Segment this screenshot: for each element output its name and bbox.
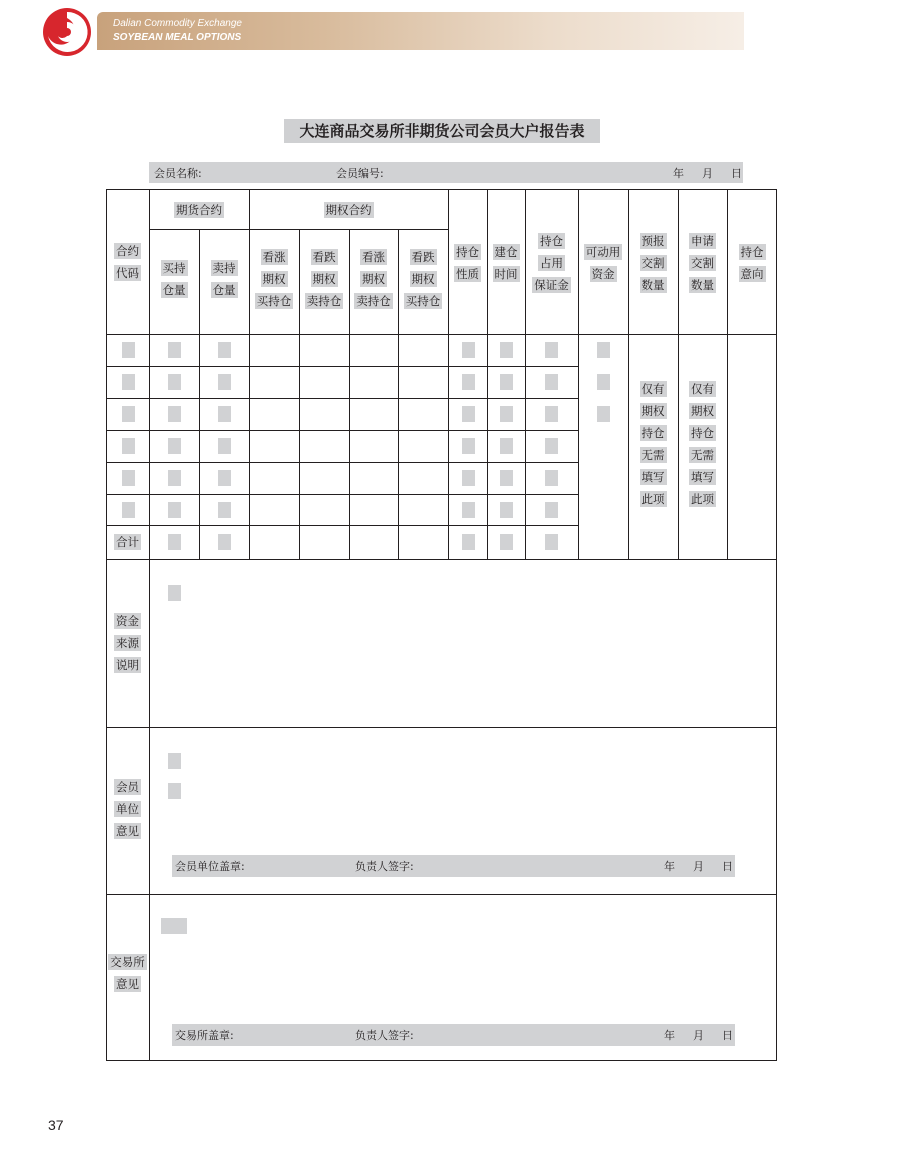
table-cell-field[interactable] — [168, 470, 181, 486]
member-seal-bar — [172, 855, 735, 877]
table-cell-field[interactable] — [462, 502, 475, 518]
table-cell-field[interactable] — [462, 406, 475, 422]
exchange-opinion-label: 交易所 意见 — [110, 955, 145, 991]
header-time: 建仓 时间 — [494, 245, 518, 281]
funds-source-field[interactable] — [168, 585, 181, 601]
table-cell-field[interactable] — [597, 406, 610, 422]
member-day: 日 — [722, 860, 733, 873]
exchange-year: 年 — [664, 1029, 675, 1042]
total-label: 合计 — [116, 535, 139, 549]
table-cell-field[interactable] — [545, 438, 558, 454]
table-cell-field[interactable] — [545, 502, 558, 518]
table-cell-field[interactable] — [122, 470, 135, 486]
table-cell-field[interactable] — [122, 502, 135, 518]
exchange-seal-label: 交易所盖章: — [175, 1029, 234, 1042]
exchange-seal-bar — [172, 1024, 735, 1046]
header-contract-code: 合约 代码 — [116, 244, 139, 280]
table-cell-field[interactable] — [168, 342, 181, 358]
table-cell-field[interactable] — [545, 374, 558, 390]
table-cell-field[interactable] — [122, 374, 135, 390]
member-name-label: 会员名称: — [154, 166, 202, 180]
exchange-month: 月 — [693, 1029, 704, 1042]
table-cell-field[interactable] — [462, 470, 475, 486]
exchange-opinion-field[interactable] — [161, 918, 187, 934]
table-cell-field[interactable] — [500, 534, 513, 550]
report-table — [106, 189, 777, 1061]
table-cell-field[interactable] — [218, 374, 231, 390]
header-forecast: 预报 交割 数量 — [641, 234, 665, 292]
table-cell-field[interactable] — [218, 342, 231, 358]
header-banner — [97, 12, 744, 50]
header-futures-group: 期货合约 — [176, 203, 222, 217]
table-cell-field[interactable] — [168, 406, 181, 422]
table-cell-field[interactable] — [168, 438, 181, 454]
table-cell-field[interactable] — [462, 342, 475, 358]
table-cell-field[interactable] — [500, 374, 513, 390]
member-month: 月 — [693, 860, 704, 873]
note-forecast: 仅有 期权 持仓 无需 填写 此项 — [641, 382, 665, 506]
page-title: 大连商品交易所非期货公司会员大户报告表 — [284, 119, 600, 143]
header-put-buy: 看跌 期权 买持仓 — [405, 250, 441, 308]
member-seal-label: 会员单位盖章: — [175, 860, 245, 873]
note-apply: 仅有 期权 持仓 无需 填写 此项 — [691, 382, 714, 506]
header-nature: 持仓 性质 — [456, 245, 479, 281]
table-cell-field[interactable] — [545, 342, 558, 358]
header-put-sell: 看跌 期权 卖持仓 — [306, 250, 342, 308]
table-cell-field[interactable] — [122, 406, 135, 422]
year-label: 年 — [673, 166, 684, 180]
day-label: 日 — [731, 166, 742, 180]
table-cell-field[interactable] — [597, 342, 610, 358]
month-label: 月 — [702, 166, 713, 180]
page-number: 37 — [48, 1117, 64, 1133]
table-cell-field[interactable] — [462, 534, 475, 550]
member-signer-label: 负责人签字: — [355, 860, 414, 873]
table-cell-field[interactable] — [218, 502, 231, 518]
header-apply: 申请 交割 数量 — [691, 234, 714, 292]
header-call-buy: 看涨 期权 买持仓 — [256, 250, 292, 308]
table-cell-field[interactable] — [500, 438, 513, 454]
table-cell-field[interactable] — [500, 406, 513, 422]
exchange-signer-label: 负责人签字: — [355, 1029, 414, 1042]
header-futures-sell: 卖持 仓量 — [212, 261, 236, 297]
table-cell-field[interactable] — [218, 534, 231, 550]
table-cell-field[interactable] — [500, 342, 513, 358]
table-cell-field[interactable] — [122, 438, 135, 454]
table-cell-field[interactable] — [500, 502, 513, 518]
member-year: 年 — [664, 860, 675, 873]
table-cell-field[interactable] — [218, 470, 231, 486]
table-cell-field[interactable] — [597, 374, 610, 390]
member-opinion-label: 会员 单位 意见 — [116, 780, 139, 838]
table-cell-field[interactable] — [545, 470, 558, 486]
dce-logo — [40, 6, 94, 58]
table-cell-field[interactable] — [168, 534, 181, 550]
header-call-sell: 看涨 期权 卖持仓 — [356, 250, 391, 308]
table-cell-field[interactable] — [462, 374, 475, 390]
table-cell-field[interactable] — [500, 470, 513, 486]
table-cell-field[interactable] — [218, 406, 231, 422]
member-no-label: 会员编号: — [336, 166, 384, 180]
table-cell-field[interactable] — [462, 438, 475, 454]
table-cell-field[interactable] — [545, 406, 558, 422]
member-opinion-field-1[interactable] — [168, 753, 181, 769]
header-line2: SOYBEAN MEAL OPTIONS — [113, 32, 242, 43]
member-opinion-field-2[interactable] — [168, 783, 181, 799]
exchange-day: 日 — [722, 1029, 733, 1042]
member-info-bar — [149, 162, 743, 183]
table-cell-field[interactable] — [168, 502, 181, 518]
funds-source-label: 资金 来源 说明 — [116, 614, 139, 672]
header-funds: 可动用 资金 — [585, 245, 621, 281]
table-cell-field[interactable] — [122, 342, 135, 358]
header-margin: 持仓 占用 保证金 — [534, 234, 569, 292]
table-cell-field[interactable] — [545, 534, 558, 550]
header-futures-buy: 买持 仓量 — [162, 261, 186, 297]
header-intent: 持仓 意向 — [740, 245, 764, 281]
header-options-group: 期权合约 — [325, 203, 372, 217]
header-line1: Dalian Commodity Exchange — [113, 18, 242, 29]
table-cell-field[interactable] — [218, 438, 231, 454]
table-cell-field[interactable] — [168, 374, 181, 390]
